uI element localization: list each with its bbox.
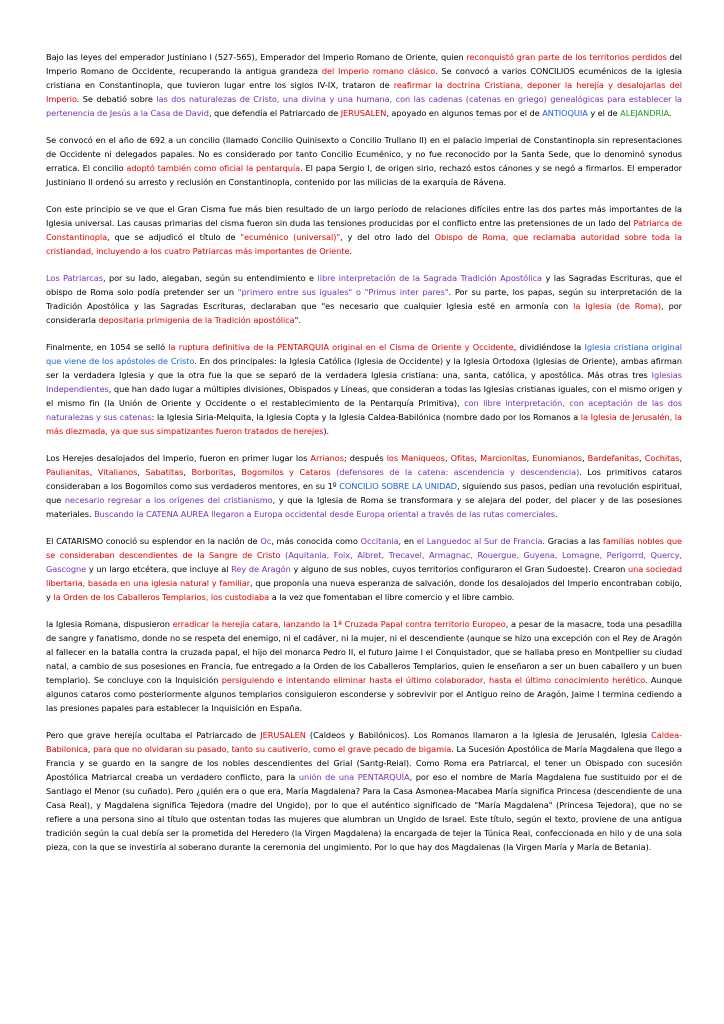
paragraph bbox=[46, 451, 682, 521]
text-run: y el de bbox=[587, 108, 621, 118]
highlighted-text-run: persiguiendo e intentando eliminar hasta el último colaborador, hasta el último conocimiento herético bbox=[221, 675, 646, 685]
highlighted-text-run: Iglesia cristiana original que viene de los apóstoles de Cristo bbox=[46, 342, 683, 366]
highlighted-text-run: Sabatitas bbox=[145, 467, 184, 477]
text-run: . La Sucesión Apostólica de María Magdalena que llego a Francia y se guardo en la sangre de los nobles descendientes del Grial (Santg-Reial). Como Roma era Patriarcal, el tener un Obispado con sucesión Apostólica Matriarcal creaba un verdadero conflicto, para la bbox=[46, 744, 683, 782]
text-run: , por eso el nombre de María Magdalena fue sustituido por el de Santiago el Menor (su cuñado). Pero ¿quién era o que era, María Magdalena? Para la Casa Asmonea-Macabea María significa Princesa (descendiente de una Casa Real), y Magdalena significa Tejedora (madre del Ungido), por lo que el auténtico significado de "María Magdalena" (Princesa Tejedora), que no se refiere a una persona sino al título que ostentan todas las mujeres que alumbran un Ungido de Israel. Este título, según el texto, proviene de una antigua tradición según la cual debía ser la prometida del Heredero (la Virgen Magdalena) la encargada de tejer la Túnica Real, confeccionada en hilo y de una sola pieza, con la que se investiría al soberano durante la ceremonia del ungimiento. Por lo que hay dos Magdalenas (la Virgen María y María de Betania). bbox=[46, 772, 682, 852]
text-run: , bbox=[679, 453, 683, 463]
text-run: . En dos principales: la Iglesia Católica (Iglesia de Occidente) y la Iglesia Ortodoxa (Iglesias de Oriente), ambas afirman ser la verdadera Iglesia y que la otra fue la que se separó de la verdadera Iglesia cristiana: una, santa, católica, y apostólica. Más otras tres bbox=[46, 356, 682, 380]
highlighted-text-run: Oc bbox=[260, 536, 272, 546]
text-run: , a pesar de la masacre, toda una pesadilla de sangre y fanatismo, donde no se respeta del enemigo, ni el cadáver, ni la mujer, ni el descendiente (aunque se hizo una excepción con el Rey de Aragón al fallecer en la batalla contra la cruzada papal, el hijo del monarca Pedro II, el futuro Jaime I el Conquistador, que se hallaba preso en Montpellier su ciudad natal, a cambio de sus posesiones en Francia, fue entregado a la Orden de los Caballeros Templarios, quien le enseñaron a ser un buen caballero y un buen templario). Se concluye con la Inquisición bbox=[46, 619, 682, 685]
text-run: Los Herejes desalojados del Imperio, fueron en primer lugar los bbox=[46, 453, 311, 463]
highlighted-text-run: ALEJANDRIA bbox=[620, 108, 669, 118]
highlighted-text-run: Caldea-Babilonica bbox=[46, 730, 682, 754]
document-body bbox=[46, 50, 682, 854]
text-run: , apoyado en algunos temas por el de bbox=[386, 108, 543, 118]
highlighted-text-run: la Orden de los Caballeros Templarios, los custodiaba bbox=[53, 592, 270, 602]
highlighted-text-run: reafirmar la doctrina Cristiana, deponer la herejía y desalojarlas del Imperio bbox=[46, 80, 683, 104]
paragraph bbox=[46, 617, 682, 715]
highlighted-text-run: reconquistó gran parte de los territorios perdidos bbox=[466, 52, 667, 62]
text-run: El CATARISMO conoció su esplendor en la nación de bbox=[46, 536, 261, 546]
highlighted-text-run: los Maniqueos bbox=[386, 453, 445, 463]
text-run: , en bbox=[398, 536, 417, 546]
highlighted-text-run: la Iglesia de Jerusalén, la más diezmada, ya que sus simpatizantes fueron tratados de herejes bbox=[46, 412, 682, 436]
highlighted-text-run: unión de una PENTARQUÍA bbox=[298, 772, 410, 782]
highlighted-text-run: Bogomilos y Cataros bbox=[241, 467, 331, 477]
text-run: , siguiendo sus pasos, pedían una revolución espiritual, que bbox=[46, 481, 683, 505]
text-run: . Los primitivos cataros consideraban a los Bogomilos como sus verdaderos mentores, en su 1º bbox=[46, 467, 682, 491]
text-run: , por su lado, alegaban, según su entendimiento e bbox=[102, 273, 318, 283]
paragraph bbox=[46, 133, 682, 189]
text-run: , bbox=[233, 467, 242, 477]
highlighted-text-run: Obispo de Roma, que reclamaba autoridad sobre toda la cristiandad, incluyendo a los cuatro Patriarcas más importantes de Oriente bbox=[46, 232, 682, 256]
highlighted-text-run: ANTIOQUIA bbox=[542, 108, 588, 118]
text-run: Finalmente, en 1054 se selló bbox=[46, 342, 169, 352]
highlighted-text-run: JERUSALEN bbox=[340, 108, 387, 118]
text-run: , y del otro lado del bbox=[340, 232, 435, 242]
highlighted-text-run: familias nobles que se consideraban descendientes de la Sangre de Cristo bbox=[46, 536, 682, 560]
highlighted-text-run: Paulianitas bbox=[46, 467, 90, 477]
highlighted-text-run: el Languedoc al Sur de Francia bbox=[416, 536, 543, 546]
text-run: Pero que grave herejía ocultaba el Patriarcado de bbox=[46, 730, 261, 740]
text-run: , que defendía el Patriarcado de bbox=[208, 108, 341, 118]
highlighted-text-run: con libre interpretación, con aceptación de las dos naturalezas y sus catenas bbox=[46, 398, 683, 422]
text-run: . Gracias a las bbox=[542, 536, 603, 546]
highlighted-text-run: Los Patriarcas bbox=[46, 273, 103, 283]
text-run: , que se adjudicó el título de bbox=[107, 232, 241, 242]
highlighted-text-run: las dos naturalezas de Cristo, una divina y una humana, con las cadenas (catenas en griego) genealógicas para establecer la pertenencia de Jesús a la Casa de David bbox=[46, 94, 683, 118]
highlighted-text-run: la Iglesia (de Roma) bbox=[573, 301, 662, 311]
highlighted-text-run: Rey de Aragón bbox=[231, 564, 291, 574]
highlighted-text-run: CONCILIO SOBRE LA UNIDAD bbox=[339, 481, 458, 491]
text-run: , por considerarla bbox=[46, 301, 683, 325]
text-run: . bbox=[554, 509, 558, 519]
text-run: , que proponía una nueva esperanza de salvación, donde los desalojados del Imperio encontraban cobijo, y bbox=[46, 578, 682, 602]
text-run: , bbox=[444, 453, 451, 463]
text-run: (Caldeos y Babilónicos). Los Romanos llamaron a la Iglesia de Jerusalén, Iglesia bbox=[305, 730, 652, 740]
text-run: , bbox=[137, 467, 146, 477]
highlighted-text-run: Occitania bbox=[360, 536, 399, 546]
highlighted-text-run: la ruptura definitiva de la PENTARQUIA original en el Cisma de Oriente y Occidente bbox=[168, 342, 514, 352]
text-run: , más conocida como bbox=[271, 536, 361, 546]
highlighted-text-run: Marcionitas bbox=[480, 453, 527, 463]
text-run: , bbox=[89, 467, 98, 477]
text-run: a la vez que fomentaban el libre comercio y el libre cambio. bbox=[269, 592, 515, 602]
text-run: ". bbox=[294, 315, 301, 325]
highlighted-text-run: libre interpretación de la Sagrada Tradición Apostólica bbox=[317, 273, 542, 283]
highlighted-text-run: (defensores de la catena: ascendencia y descendencia) bbox=[336, 467, 580, 477]
text-run: ; después bbox=[343, 453, 387, 463]
text-run: y alguno de sus nobles, cuyos territorios configuraron el Gran Sudoeste). Crearon bbox=[290, 564, 628, 574]
text-run: , bbox=[639, 453, 645, 463]
paragraph bbox=[46, 534, 682, 604]
highlighted-text-run: necesario regresar a los orígenes del cristianismo bbox=[64, 495, 273, 505]
text-run: : la Iglesia Siria-Melquita, la Iglesia Copta y la Iglesia Caldea-Babilónica (nombre dado por los Romanos a bbox=[151, 412, 581, 422]
highlighted-text-run: Eunomianos bbox=[532, 453, 583, 463]
text-run: Con este principio se ve que el Gran Cisma fue más bien resultado de un largo período de relaciones difíciles entre las dos partes más importantes de la Iglesia universal. Las causas primarias del cisma fueron sin duda las tensiones producidas por el conflicto entre las pretensiones de un lado del bbox=[46, 204, 682, 228]
highlighted-text-run: una sociedad libertaria, basada en una iglesia natural y familiar bbox=[46, 564, 683, 588]
highlighted-text-run: "ecuménico (universal)" bbox=[240, 232, 341, 242]
text-run: del Imperio Romano de Occidente, recuperando la antigua grandeza bbox=[46, 52, 682, 76]
text-run: y un largo etcétera, que incluye al bbox=[86, 564, 232, 574]
text-run: , bbox=[87, 744, 94, 754]
highlighted-text-run: para que no olvidaran su pasado, tanto su cautiverio, como el grave pecado de bigamia bbox=[93, 744, 452, 754]
text-run: . Aunque algunos cataros como posteriormente algunos templarios consiguieron esconderse y sobrevivir por el Antiguo reino de Aragón, Jaime I termina cediendo a las presiones papales para establecer la Inquisición en España. bbox=[46, 675, 682, 713]
text-run: . Se debatió sobre bbox=[76, 94, 157, 104]
text-run: . bbox=[349, 246, 353, 256]
highlighted-text-run: erradicar la herejía catara, lanzando la 1ª Cruzada Papal contra territorio Europeo bbox=[172, 619, 506, 629]
text-run: Bajo las leyes del emperador Justiniano I (527-565), Emperador del Imperio Romano de Oriente, quien bbox=[46, 52, 467, 62]
paragraph bbox=[46, 271, 682, 327]
highlighted-text-run: Ofitas bbox=[450, 453, 475, 463]
highlighted-text-run: Vitalianos bbox=[97, 467, 138, 477]
text-run: ). bbox=[323, 426, 330, 436]
text-run: Se convocó en el año de 692 a un concilio (llamado Concilio Quinisexto o Concilio Trullano II) en el palacio imperial de Constantinopla sin representaciones de Occidente ni delegados papales. No es considerado por tanto Concilio Ecuménico, y no fue reconocido por la Santa Sede, que lo denominó synodus erratica. El concilio bbox=[46, 135, 682, 173]
text-run: , dividiéndose la bbox=[513, 342, 585, 352]
highlighted-text-run: del Imperio romano clásico bbox=[321, 66, 436, 76]
paragraph bbox=[46, 202, 682, 258]
highlighted-text-run: (Aquitania, Foix, Albret, Trecavel, Armagnac, Rouergue, Guyena, Lomagne, Perigorrd, Quercy, Gascogne bbox=[46, 550, 682, 574]
paragraph bbox=[46, 728, 682, 854]
text-run: , bbox=[474, 453, 481, 463]
highlighted-text-run: Arrianos bbox=[310, 453, 344, 463]
highlighted-text-run: Bardefanitas bbox=[587, 453, 640, 463]
highlighted-text-run: adoptó también como oficial la pentarquía bbox=[126, 163, 301, 173]
text-run: . bbox=[668, 108, 672, 118]
highlighted-text-run: Borboritas bbox=[191, 467, 234, 477]
paragraph bbox=[46, 340, 682, 438]
highlighted-text-run: Iglesias Independientes bbox=[46, 370, 682, 394]
highlighted-text-run: JERUSALEN bbox=[260, 730, 306, 740]
text-run: . El papa Sergio I, de origen sirio, rechazó estos cánones y se negó a firmarlos. El emperador Justiniano II ordenó su arresto y reclusión en Constantinopla, contenido por las milicias de la exarquía de Rávena. bbox=[46, 163, 682, 187]
text-run: . Por su parte, los papas, según su interpretación de la Tradición Apostólica y las Sagradas Escrituras, declaraban que "es necesario que cualquier Iglesia esté en armonía con bbox=[46, 287, 682, 311]
highlighted-text-run: Cochitas bbox=[644, 453, 680, 463]
text-run: , y que la Iglesia de Roma se transformara y se alejara del poder, del placer y de las posesiones materiales. bbox=[46, 495, 683, 519]
text-run: , que han dado lugar a múltiples divisiones, Obispados y Líneas, que consideran a todas las Iglesias cristianas iguales, con el mismo origen y el mismo fin (la Unión de Oriente y Occidente o el restablecimiento de la Pentarquía Primitiva), bbox=[46, 384, 682, 408]
text-run: , bbox=[526, 453, 533, 463]
paragraph bbox=[46, 50, 682, 120]
text-run: , bbox=[183, 467, 192, 477]
text-run: , bbox=[582, 453, 588, 463]
highlighted-text-run: "primero entre sus iguales" o "Primus inter pares" bbox=[237, 287, 449, 297]
highlighted-text-run: Buscando la CATENA AUREA llegaron a Europa occidental desde Europa oriental a través de las rutas comerciales bbox=[94, 509, 555, 519]
highlighted-text-run: depositaria primigenia de la Tradición apostólica bbox=[98, 315, 295, 325]
text-run: la Iglesia Romana, dispusieron bbox=[46, 619, 173, 629]
text-run: y las Sagradas Escrituras, que el obispo de Roma solo podía pretender ser un bbox=[46, 273, 682, 297]
text-run: . Se convocó a varios CONCILIOS ecuménicos de la iglesia cristiana en Constantinopla, que tuvieron lugar entre los siglos IV-IX, trataron de bbox=[46, 66, 682, 90]
highlighted-text-run: Patriarca de Constantinopla bbox=[46, 218, 682, 242]
